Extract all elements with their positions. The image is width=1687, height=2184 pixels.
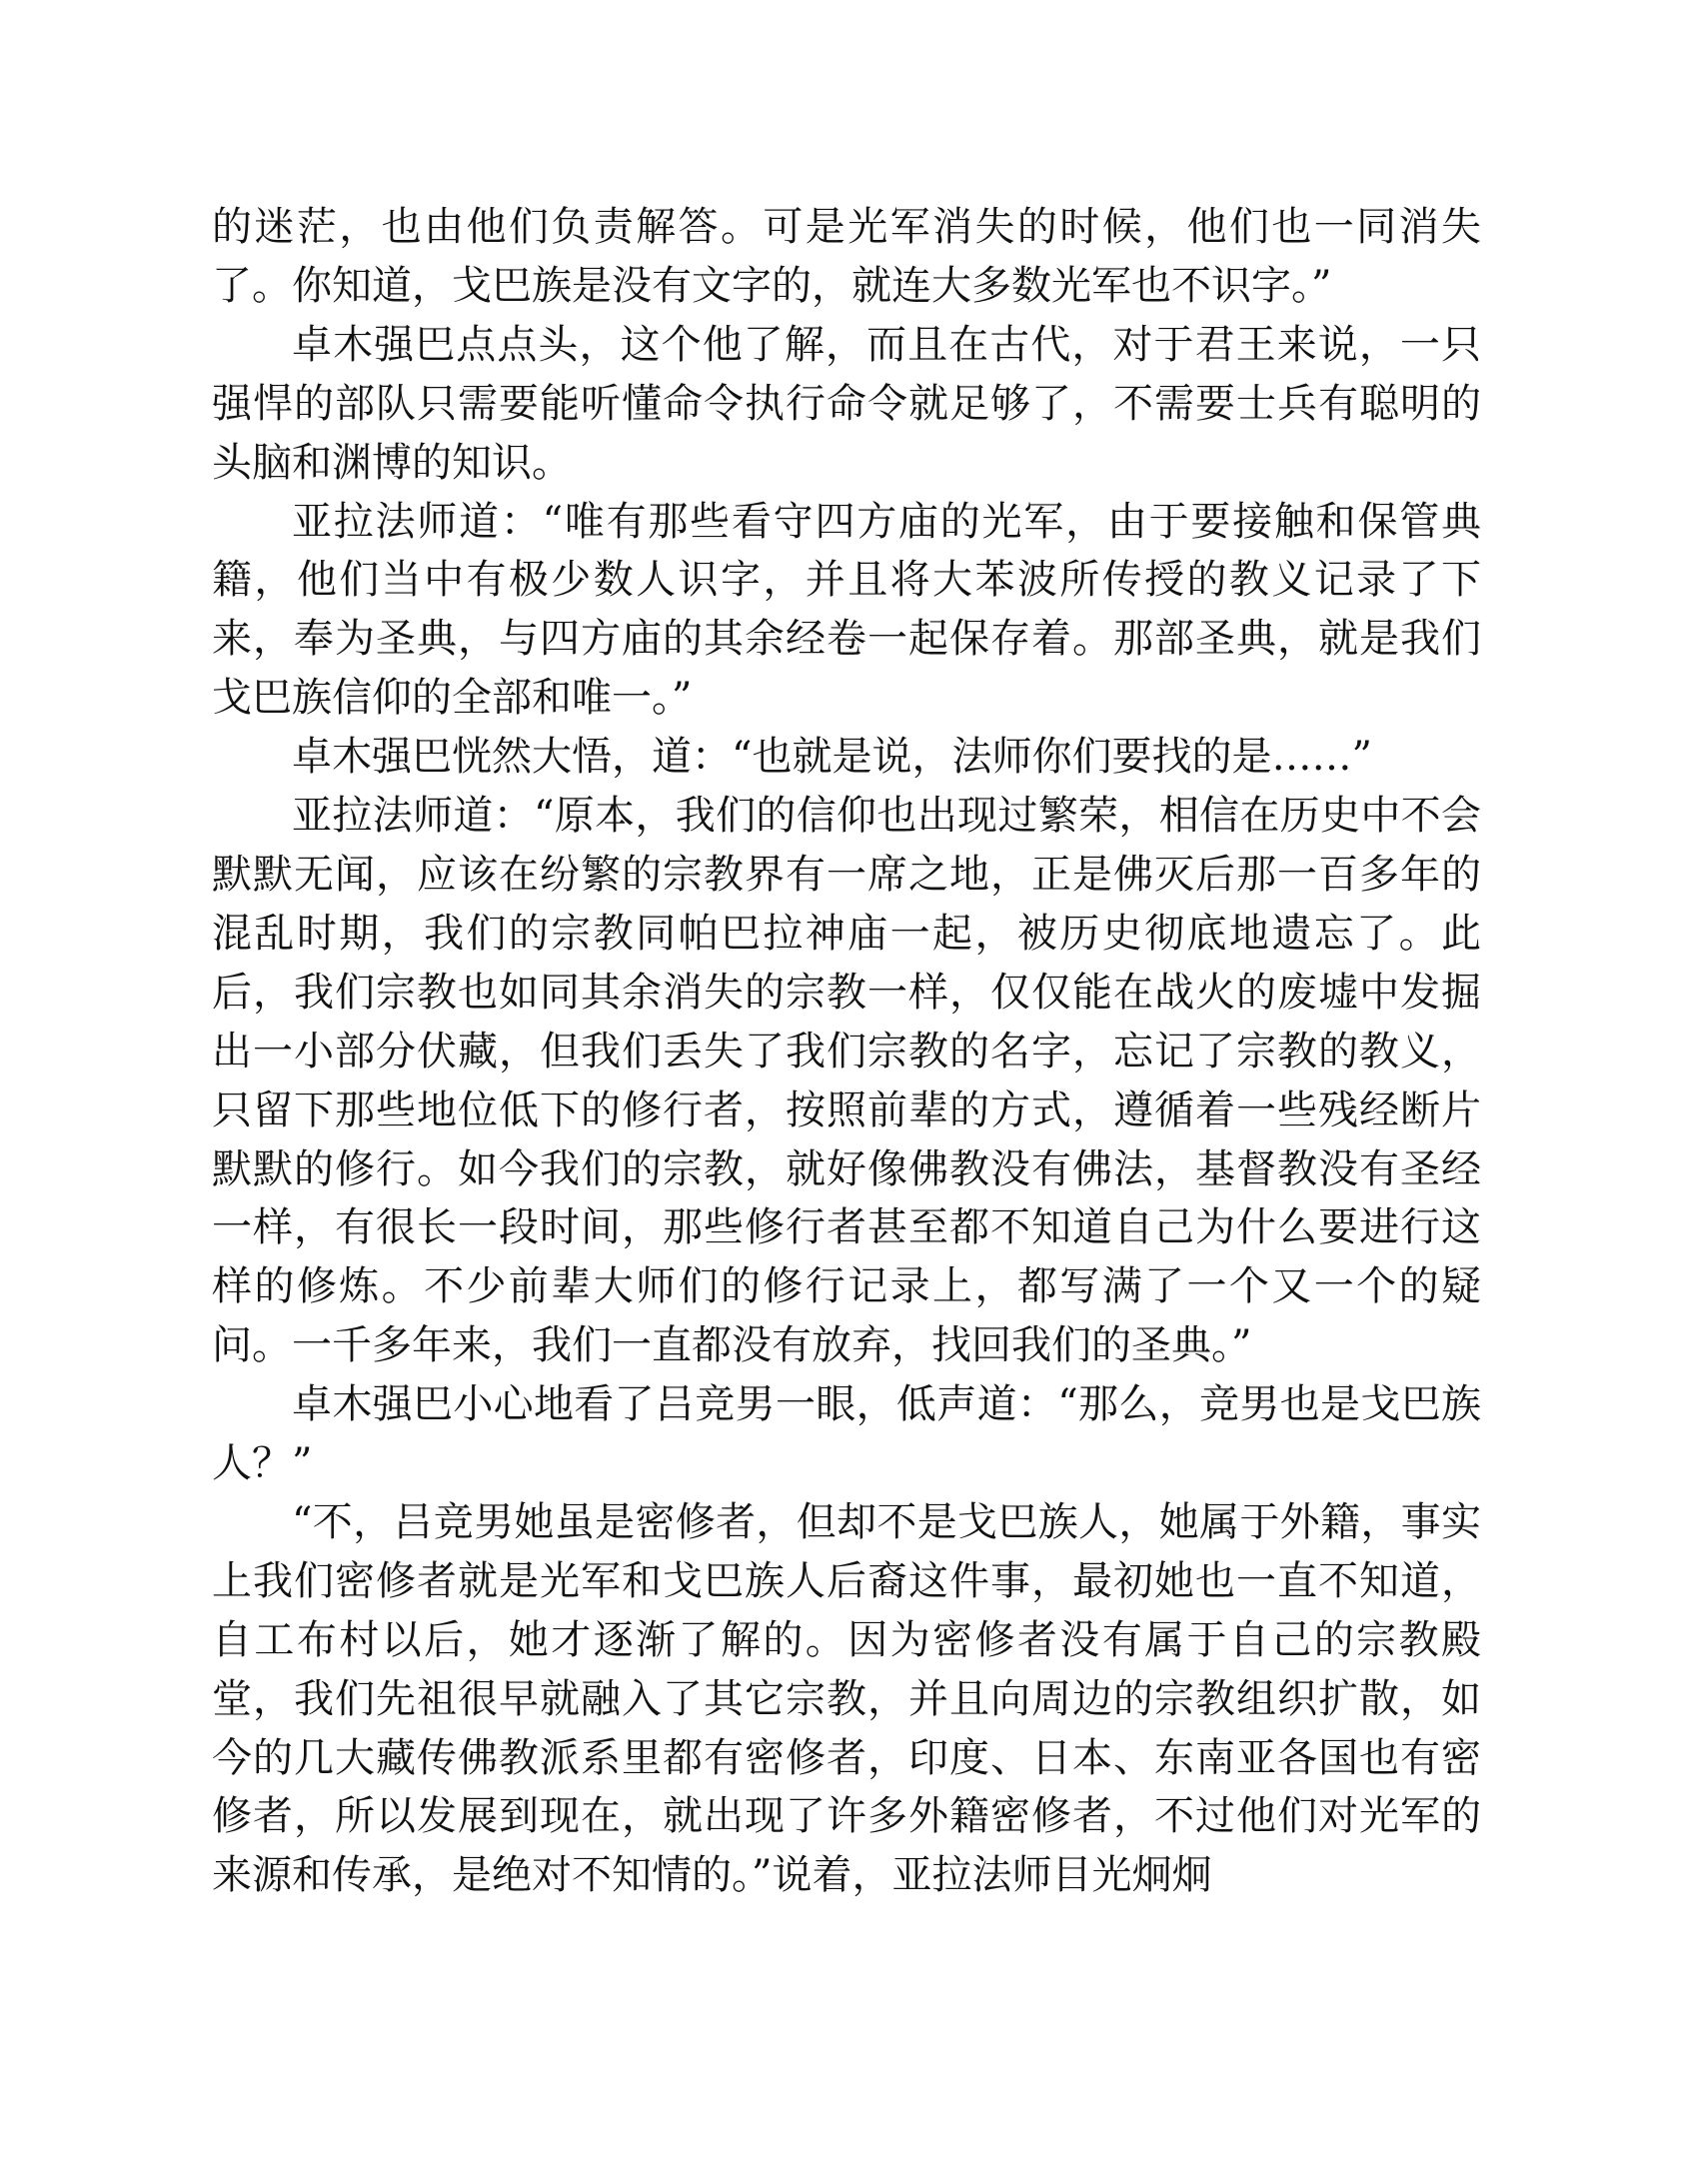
paragraph: 卓木强巴恍然大悟，道：“也就是说，法师你们要找的是……” xyxy=(292,734,1372,781)
paragraph: 卓木强巴点点头，这个他了解，而且在古代，对于君王来说，一只强悍的部队只需要能听懂命令执行命令就足够了，不需要士兵有聪明的头脑和渊博的知识。 xyxy=(212,321,1481,486)
paragraph: “不，吕竞男她虽是密修者，但却不是戈巴族人，她属于外籍，事实上我们密修者就是光军和戈巴族人后裔这件事，最初她也一直不知道，自工布村以后，她才逐渐了解的。因为密修者没有属于自己的宗教殿堂，我们先祖很早就融入了其它宗教，并且向周边的宗教组织扩散，如今的几大藏传佛教派系里都有密修者，印度、日本、东南亚各国也有密修者，所以发展到现在，就出现了许多外籍密修者，不过他们对光军的来源和传承，是绝对不知情的。”说着，亚拉法师目光炯炯 xyxy=(212,1498,1481,1899)
body-text xyxy=(212,198,1481,1905)
paragraph: 卓木强巴小心地看了吕竞男一眼，低声道：“那么，竞男也是戈巴族人？” xyxy=(212,1381,1481,1487)
paragraph: 的迷茫，也由他们负责解答。可是光军消失的时候，他们也一同消失了。你知道，戈巴族是没有文字的，就连大多数光军也不识字。” xyxy=(212,204,1481,309)
paragraph: 亚拉法师道：“原本，我们的信仰也出现过繁荣，相信在历史中不会默默无闻，应该在纷繁的宗教界有一席之地，正是佛灭后那一百多年的混乱时期，我们的宗教同帕巴拉神庙一起，被历史彻底地遗忘了。此后，我们宗教也如同其余消失的宗教一样，仅仅能在战火的废墟中发掘出一小部分伏藏，但我们丢失了我们宗教的名字，忘记了宗教的教义，只留下那些地位低下的修行者，按照前辈的方式，遵循着一些残经断片默默的修行。如今我们的宗教，就好像佛教没有佛法，基督教没有圣经一样，有很长一段时间，那些修行者甚至都不知道自己为什么要进行这样的修炼。不少前辈大师们的修行记录上，都写满了一个又一个的疑问。一千多年来，我们一直都没有放弃，找回我们的圣典。” xyxy=(212,793,1481,1369)
paragraph: 亚拉法师道：“唯有那些看守四方庙的光军，由于要接触和保管典籍，他们当中有极少数人识字，并且将大苯波所传授的教义记录了下来，奉为圣典，与四方庙的其余经卷一起保存着。那部圣典，就是我们戈巴族信仰的全部和唯一。” xyxy=(212,498,1481,722)
